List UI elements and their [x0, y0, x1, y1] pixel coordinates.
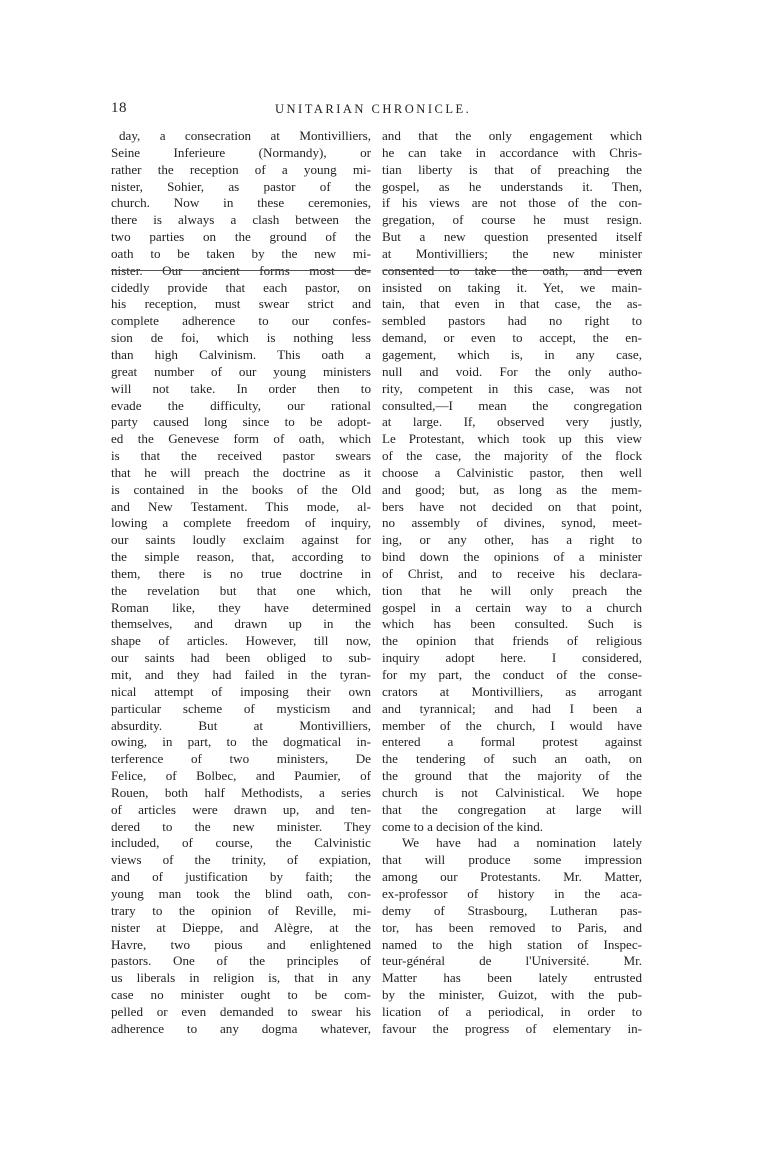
text-line: complete adherence to our confes- [111, 313, 371, 329]
text-line: particular scheme of mysticism and [111, 700, 371, 716]
text-line: gregation, of course he must resign. [382, 212, 642, 228]
text-line: bind down the opinions of a minister [382, 549, 642, 565]
text-line: the revelation but that one which, [111, 582, 371, 598]
text-line: church. Now in these ceremonies, [111, 195, 371, 211]
text-line: included, of course, the Calvinistic [111, 835, 371, 851]
text-line: ed the Genevese form of oath, which [111, 431, 371, 447]
text-line: Havre, two pious and enlightened [111, 936, 371, 952]
text-line: of articles were drawn up, and ten- [111, 801, 371, 817]
text-line: ex-professor of history in the aca- [382, 885, 642, 901]
text-line: But a new question presented itself [382, 229, 642, 245]
text-line: come to a decision of the kind. [382, 818, 544, 834]
page-header [0, 100, 775, 120]
text-line: consented to take the oath, and even [382, 262, 642, 278]
text-line: Seine Inferieure (Normandy), or [111, 144, 371, 160]
text-line: consulted,—I mean the congregation [382, 397, 642, 413]
text-line: if his views are not those of the con- [382, 195, 642, 211]
text-line: for my part, the conduct of the conse- [382, 667, 642, 682]
text-line: rity, competent in this case, was not [382, 380, 642, 396]
text-line: crators at Montivilliers, as arrogant [382, 683, 642, 699]
text-line: Matter has been lately entrusted [382, 970, 642, 986]
text-line: cidedly provide that each pastor, on [111, 279, 371, 295]
text-line: bers have not decided on that point, [382, 498, 642, 514]
text-line: his reception, must swear strict and [111, 296, 371, 312]
text-line: case no minister ought to be com- [111, 987, 371, 1003]
text-line: named to the high station of Inspec- [382, 936, 642, 952]
text-line: demand, or even to accept, the en- [382, 330, 642, 346]
text-line: gospel, as he understands it. Then, [382, 178, 642, 194]
text-line: choose a Calvinistic pastor, then well [382, 464, 642, 480]
left-text-column [111, 128, 371, 1038]
text-line: owing, in part, to the dogmatical in- [111, 734, 371, 750]
text-line: them, there is no true doctrine in [111, 565, 371, 581]
page-number: 18 [111, 100, 127, 116]
text-line: rather the reception of a young mi- [111, 161, 371, 177]
text-line: and that the only engagement which [382, 128, 642, 143]
text-line: among our Protestants. Mr. Matter, [382, 869, 642, 885]
text-line: mit, and they had failed in the tyran- [111, 667, 371, 682]
text-line: pastors. One of the principles of [111, 953, 371, 969]
text-line: teur-général de l'Université. Mr. [382, 953, 642, 969]
text-line: themselves, and drawn up in the [111, 616, 371, 632]
text-line: no assembly of divines, synod, meet- [382, 515, 642, 531]
text-line: tian liberty is that of preaching the [382, 161, 642, 177]
text-line: tain, that even in that case, the as- [382, 296, 642, 312]
text-line: nister. Our ancient forms most de- [111, 262, 371, 278]
text-line: shape of articles. However, till now, [111, 633, 371, 649]
text-line: church is not Calvinistical. We hope [382, 784, 642, 800]
text-line: nical attempt of imposing their own [111, 683, 371, 699]
text-line: there is always a clash between the [111, 212, 371, 228]
text-line: nister at Dieppe, and Alègre, at the [111, 919, 371, 935]
text-line: the opinion that friends of religious [382, 633, 642, 649]
text-line: by the minister, Guizot, with the pub- [382, 987, 642, 1003]
text-line: the simple reason, that, according to [111, 549, 371, 565]
text-line: terference of two ministers, De [111, 751, 371, 767]
text-line: party caused long since to be adopt- [111, 414, 371, 430]
text-line: gospel in a certain way to a church [382, 599, 642, 615]
text-line: will not take. In order then to [111, 380, 371, 396]
text-line: evade the difficulty, our rational [111, 397, 371, 413]
text-line: our saints loudly exclaim against for [111, 532, 371, 548]
text-line: ing, or any other, has a right to [382, 532, 642, 548]
text-line: our saints had been obliged to sub- [111, 650, 371, 666]
text-line: pelled or even demanded to swear his [111, 1003, 371, 1019]
text-line: which has been consulted. Such is [382, 616, 642, 632]
text-line: us liberals in religion is, that in any [111, 970, 371, 986]
text-line: that will produce some impression [382, 852, 642, 868]
text-line: the ground that the majority of the [382, 768, 642, 784]
right-text-column [382, 128, 642, 1038]
text-line: We have had a nomination lately [402, 835, 642, 851]
text-line: and New Testament. This mode, al- [111, 498, 371, 514]
text-line: absurdity. But at Montivilliers, [111, 717, 371, 733]
text-line: tor, has been removed to Paris, and [382, 919, 642, 935]
text-line: at large. If, observed very justly, [382, 414, 642, 430]
text-line: young man took the blind oath, con- [111, 885, 371, 901]
text-line: Rouen, both half Methodists, a series [111, 784, 371, 800]
text-line: than high Calvinism. This oath a [111, 346, 371, 362]
text-line: trary to the opinion of Reville, mi- [111, 902, 371, 918]
text-line: lowing a complete freedom of inquiry, [111, 515, 371, 531]
text-line: Le Protestant, which took up this view [382, 431, 642, 447]
text-line: demy of Strasbourg, Lutheran pas- [382, 902, 642, 918]
text-line: and of justification by faith; the [111, 869, 371, 885]
text-line: adherence to any dogma whatever, [111, 1020, 371, 1036]
text-line: two parties on the ground of the [111, 229, 371, 245]
text-line: member of the church, I would have [382, 717, 642, 733]
text-line: Roman like, they have determined [111, 599, 371, 615]
text-line: tion that he will only preach the [382, 582, 642, 598]
text-line: oath to be taken by the new mi- [111, 245, 371, 261]
text-line: nister, Sohier, as pastor of the [111, 178, 371, 194]
text-line: Felice, of Bolbec, and Paumier, of [111, 768, 371, 784]
text-line: the tendering of such an oath, on [382, 751, 642, 767]
text-line: is contained in the books of the Old [111, 481, 371, 497]
text-line: lication of a periodical, in order to [382, 1003, 642, 1019]
text-line: sembled pastors had no right to [382, 313, 642, 329]
text-line: of Christ, and to receive his declara- [382, 565, 642, 581]
text-line: that the congregation at large will [382, 801, 642, 817]
text-line: he can take in accordance with Chris- [382, 144, 642, 160]
text-line: gagement, which is, in any case, [382, 346, 642, 362]
text-line: great number of our young ministers [111, 363, 371, 379]
text-line: sion de foi, which is nothing less [111, 330, 371, 346]
text-line: dered to the new minister. They [111, 818, 371, 834]
text-line: of the case, the majority of the flock [382, 448, 642, 464]
text-line: and good; but, as long as the mem- [382, 481, 642, 497]
text-line: views of the trinity, of expiation, [111, 852, 371, 868]
text-line: and tyrannical; and had I been a [382, 700, 642, 716]
text-line: day, a consecration at Montivilliers, [119, 128, 371, 143]
text-line: that he will preach the doctrine as it [111, 464, 371, 480]
text-line: null and void. For the only autho- [382, 363, 642, 379]
text-line: entered a formal protest against [382, 734, 642, 750]
text-line: insisted on taking it. Yet, we main- [382, 279, 642, 295]
text-line: inquiry adopt here. I considered, [382, 650, 642, 666]
text-line: at Montivilliers; the new minister [382, 245, 642, 261]
text-line: favour the progress of elementary in- [382, 1020, 642, 1036]
text-line: is that the received pastor swears [111, 448, 371, 464]
running-title: UNITARIAN CHRONICLE. [275, 102, 472, 116]
